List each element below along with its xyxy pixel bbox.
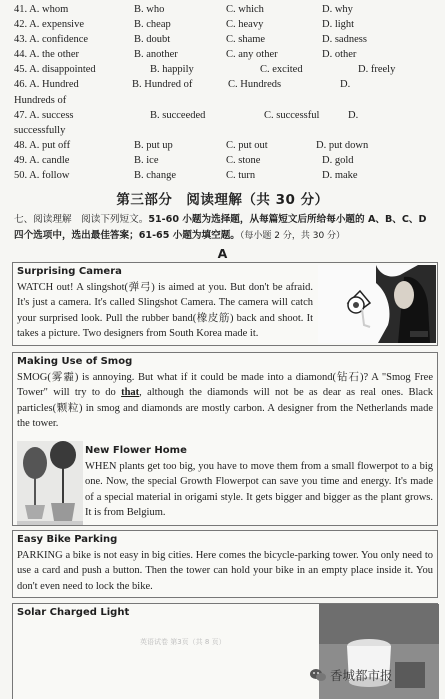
option-a: 45. A. disappointed	[14, 64, 96, 76]
flowerpot-photo	[17, 441, 83, 525]
instruction-prefix: 七、阅读理解 阅读下列短文。	[14, 214, 149, 225]
option-b: B. who	[134, 4, 165, 15]
option-d: D. why	[322, 4, 353, 15]
option-c: C. heavy	[226, 19, 264, 31]
option-row	[14, 125, 444, 140]
option-continuation: successfully	[14, 124, 66, 136]
option-d: D. sadness	[322, 34, 367, 46]
option-continuation: Hundreds of	[14, 94, 67, 106]
option-b: B. put up	[134, 139, 173, 151]
passage-title: Making Use of Smog	[17, 356, 133, 367]
option-row	[14, 19, 444, 34]
option-d: D. make	[322, 170, 358, 182]
option-a: 43. A. confidence	[14, 34, 89, 46]
option-row	[14, 110, 444, 125]
option-a: 41. A. whom	[14, 4, 69, 15]
passage-smog	[12, 352, 438, 526]
instruction-body: 51-60 小题为选择题，从每篇短文后所给每小题的 A、B、C、D 四个选项中，选出最佳答案；61-65 小题为填空题。	[14, 214, 427, 241]
option-a: 46. A. Hundred	[14, 79, 79, 91]
smog-text-before: SMOG(雾霾) is annoying. But what if it could be made into a diamond(钻石)? A "Smog Free Tower" will try to do	[17, 372, 433, 399]
passage-title: Easy Bike Parking	[17, 534, 118, 545]
option-a: 49. A. candle	[14, 154, 70, 166]
option-d: D. other	[322, 49, 357, 61]
option-c: C. excited	[260, 64, 303, 76]
passage-text: PARKING a bike is not easy in big cities. Here comes the bicycle-parking tower. You only need to use a card and push a button. Then the tower can hold your bike in an empty place inside it. You don't even need to lock the bike.	[17, 550, 433, 592]
option-b: B. cheap	[134, 19, 171, 31]
option-d: D.	[348, 109, 359, 121]
option-a: 47. A. success	[14, 109, 74, 121]
slingshot-camera-photo	[318, 265, 436, 343]
option-d: D. gold	[322, 154, 354, 166]
smog-text-after: , although the diamonds will not be as dear as real ones. Black particles(颗粒) in smog and diamonds are mostly carbon. A designer from the Netherlands made the tower.	[17, 387, 433, 430]
option-c: C. which	[226, 4, 264, 15]
page-footer: 英语试卷 第3页（共 8 页）	[140, 638, 226, 646]
watermark-text: 香城都市报	[329, 668, 393, 683]
passage-title: Solar Charged Light	[17, 607, 130, 618]
passage-text	[17, 370, 433, 432]
passage-bike	[12, 530, 438, 598]
option-d: D. put down	[316, 139, 369, 151]
passage-title: New Flower Home	[85, 445, 187, 456]
passage-text: WATCH out! A slingshot(弹弓) is aimed at you. But don't be afraid. It's just a camera. It's called Slingshot Camera. The camera will catch your surprised look. Pull the rubber band(橡皮筋) back and shoot. It takes a picture. Two designers from South Korea made it.	[17, 282, 313, 340]
option-c: C. put out	[226, 139, 268, 151]
option-b: B. change	[134, 170, 176, 182]
option-row	[14, 4, 444, 19]
option-d: D. light	[322, 19, 355, 31]
watermark	[310, 666, 393, 685]
option-c: C. successful	[264, 109, 320, 121]
option-c: C. turn	[226, 170, 256, 182]
option-b: B. ice	[134, 154, 159, 166]
option-row	[14, 155, 444, 170]
option-row	[14, 64, 444, 79]
passage-label: A	[217, 246, 228, 261]
passage-text: WHEN plants get too big, you have to move them from a small flowerpot to a big one. Now, the special Growth Flowerpot can save you time and energy. It's made of a special material in origami style. It gets bigger and bigger as the plant grows. It is from Belgium.	[85, 461, 433, 519]
option-c: C. stone	[226, 154, 261, 166]
option-b: B. another	[134, 49, 178, 61]
answer-options	[14, 4, 444, 185]
option-d: D.	[340, 79, 351, 91]
option-b: B. Hundred of	[132, 79, 193, 91]
wechat-icon	[310, 668, 326, 685]
option-c: C. Hundreds	[228, 79, 282, 91]
instructions	[14, 212, 438, 244]
option-b: B. doubt	[134, 34, 171, 46]
option-a: 50. A. follow	[14, 170, 70, 182]
option-row	[14, 170, 444, 185]
option-row	[14, 79, 444, 94]
option-row	[14, 34, 444, 49]
underlined-word: that	[121, 387, 140, 399]
option-c: C. shame	[226, 34, 266, 46]
option-b: B. happily	[150, 64, 194, 76]
option-row	[14, 140, 444, 155]
passage-title: Surprising Camera	[17, 266, 122, 277]
section-title: 第三部分 阅读理解（共 30 分）	[116, 192, 329, 208]
option-a: 44. A. the other	[14, 49, 80, 61]
option-a: 48. A. put off	[14, 139, 71, 151]
option-b: B. succeeded	[150, 109, 206, 121]
option-a: 42. A. expensive	[14, 19, 84, 31]
option-d: D. freely	[358, 64, 396, 76]
option-row	[14, 95, 444, 110]
instruction-score: （每小题 2 分，共 30 分）	[239, 230, 346, 241]
passage-camera	[12, 262, 438, 346]
option-row	[14, 49, 444, 64]
option-c: C. any other	[226, 49, 278, 61]
